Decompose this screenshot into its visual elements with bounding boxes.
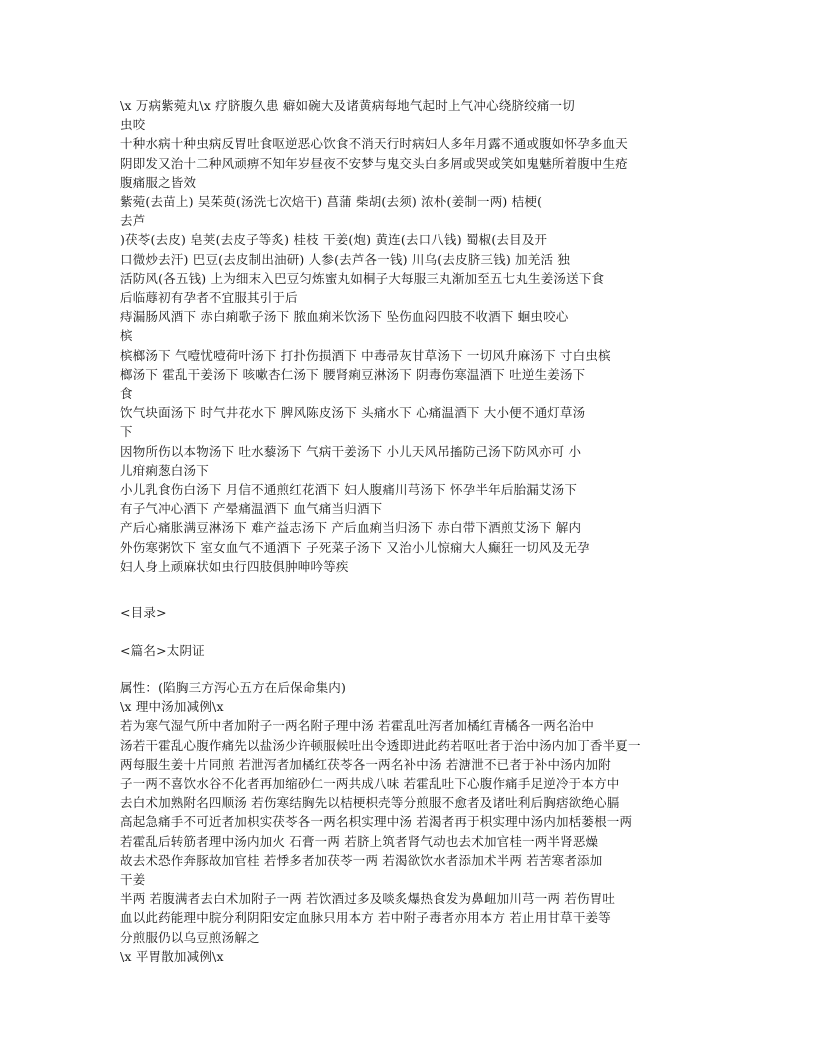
- text-line: 因物所伤以本物汤下 吐水藜汤下 气病干姜汤下 小儿天风吊搐防己汤下防风亦可 小: [120, 443, 582, 459]
- text-line: 槟: [120, 328, 133, 344]
- text-line: 十种水病十种虫病反胃吐食呕逆恶心饮食不消天行时病妇人多年月露不通或腹如怀孕多血天: [120, 136, 629, 152]
- prescription-text-block: [120, 96, 628, 576]
- text-line: 外伤寒粥饮下 室女血气不通酒下 子死菜子汤下 又治小儿惊痫大人癫狂一切风及无孕: [120, 539, 590, 555]
- text-line: 分煎服仍以乌豆煎汤解之: [120, 929, 260, 945]
- text-line: 妇人身上顽麻状如虫行四肢俱肿呻吟等疾: [120, 558, 349, 574]
- text-line: 饮气块面汤下 时气井花水下 脾风陈皮汤下 头痛水下 心痛温酒下 大小便不通灯草汤: [120, 405, 586, 421]
- text-line: 食: [120, 386, 133, 402]
- text-line: 血以此药能理中脘分利阴阳安定血脉只用本方 若中附子毒者亦用本方 若止用甘草干姜等: [120, 910, 611, 926]
- text-line: 去白术加熟附名四顺汤 若伤寒结胸先以桔梗枳壳等分煎服不愈者及诸吐利后胸痞欲绝心膈: [120, 795, 620, 811]
- text-line: 有子气冲心酒下 产晕痛温酒下 血气痛当归酒下: [120, 501, 383, 517]
- text-line: \x 平胃散加减例\x: [120, 948, 224, 964]
- text-line: 虫咬: [120, 117, 146, 133]
- text-line: 高起急痛手不可近者加枳实茯苓各一两名枳实理中汤 若渴者再于枳实理中汤内加栝蒌根一两: [120, 814, 633, 830]
- text-line: 干姜: [120, 872, 146, 888]
- text-line: 半两 若腹满者去白术加附子一两 若饮酒过多及啖炙爆热食发为鼻衄加川芎一两 若伤胃吐: [120, 891, 616, 907]
- text-line: 属性：(陷胸三方泻心五方在后保命集内): [120, 680, 347, 695]
- text-line: 腹痛服之皆效: [120, 174, 197, 190]
- text-line: 紫菀(去苗上) 吴茱萸(汤洗七次焙干) 菖蒲 柴胡(去须) 浓朴(姜制一两) 桔梗(: [120, 194, 543, 210]
- text-line: 儿疳痢葱白汤下: [120, 462, 209, 478]
- text-line: 后临蓐初有孕者不宜服其引于后: [120, 290, 298, 306]
- text-line: \x 理中汤加减例\x: [120, 699, 224, 715]
- text-line: 去芦: [120, 213, 146, 229]
- chapter-heading: <篇名>太阴证: [120, 643, 205, 658]
- text-line: 下: [120, 424, 133, 440]
- text-line: 若为寒气湿气所中者加附子一两名附子理中汤 若霍乱吐泻者加橘红青橘各一两名治中: [120, 718, 595, 734]
- text-line: 两每服生姜十片同煎 若泄泻者加橘红茯苓各一两名补中汤 若溏泄不已者于补中汤内加附: [120, 756, 611, 772]
- toc-heading: <目录>: [120, 605, 167, 620]
- text-line: 小儿乳食伤白汤下 月信不通煎红花酒下 妇人腹痛川芎汤下 怀孕半年后胎漏艾汤下: [120, 482, 578, 498]
- text-line: 子一两不喜饮水谷不化者再加缩砂仁一两共成八味 若霍乱吐下心腹作痛手足逆冷于本方中: [120, 776, 620, 792]
- chapter-text-block: [120, 678, 641, 966]
- text-line: 榔汤下 霍乱干姜汤下 咳嗽杏仁汤下 腰肾痢豆淋汤下 阴毒伤寒温酒下 吐逆生姜汤下: [120, 366, 586, 382]
- text-line: 故去术恐作奔豚故加官桂 若悸多者加茯苓一两 若渴欲饮水者添加术半两 若苦寒者添加: [120, 852, 603, 868]
- text-line: 口微炒去汗) 巴豆(去皮制出油研) 人参(去芦各一钱) 川乌(去皮脐三钱) 加羌活 独: [120, 251, 571, 267]
- text-line: \x 万病紫菀丸\x 疗脐腹久患 癖如碗大及诸黄病每地气起时上气冲心绕脐绞痛一切: [120, 98, 575, 113]
- text-line: 活防风(各五钱) 上为细末入巴豆匀炼蜜丸如桐子大每服三丸渐加至五七丸生姜汤送下食: [120, 270, 605, 286]
- text-line: 产后心痛胀满豆淋汤下 难产益志汤下 产后血痢当归汤下 赤白带下酒煎艾汤下 解内: [120, 520, 582, 536]
- text-line: 槟榔汤下 气噎忧噎荷叶汤下 打扑伤损酒下 中毒帚灰甘草汤下 一切风升麻汤下 寸白虫槟: [120, 347, 611, 363]
- text-line: 痔漏肠风酒下 赤白痢歌子汤下 脓血痢米饮汤下 坠伤血闷四肢不收酒下 蛔虫咬心: [120, 309, 569, 325]
- text-line: 汤若干霍乱心腹作痛先以盐汤少许顿服候吐出令透即进此药若呕吐者于治中汤内加丁香半夏一: [120, 737, 641, 753]
- text-line: 若霍乱后转筋者理中汤内加火 石膏一两 若脐上筑者肾气动也去术加官桂一两半肾恶燥: [120, 833, 599, 849]
- text-line: 阴即发又治十二种风顽痹不知年岁昼夜不安梦与鬼交头白多屑或哭或笑如鬼魅所着腹中生疮: [120, 155, 629, 171]
- text-line: )茯苓(去皮) 皂荚(去皮子等炙) 桂枝 干姜(炮) 黄连(去口八钱) 蜀椒(去目及开: [120, 232, 548, 248]
